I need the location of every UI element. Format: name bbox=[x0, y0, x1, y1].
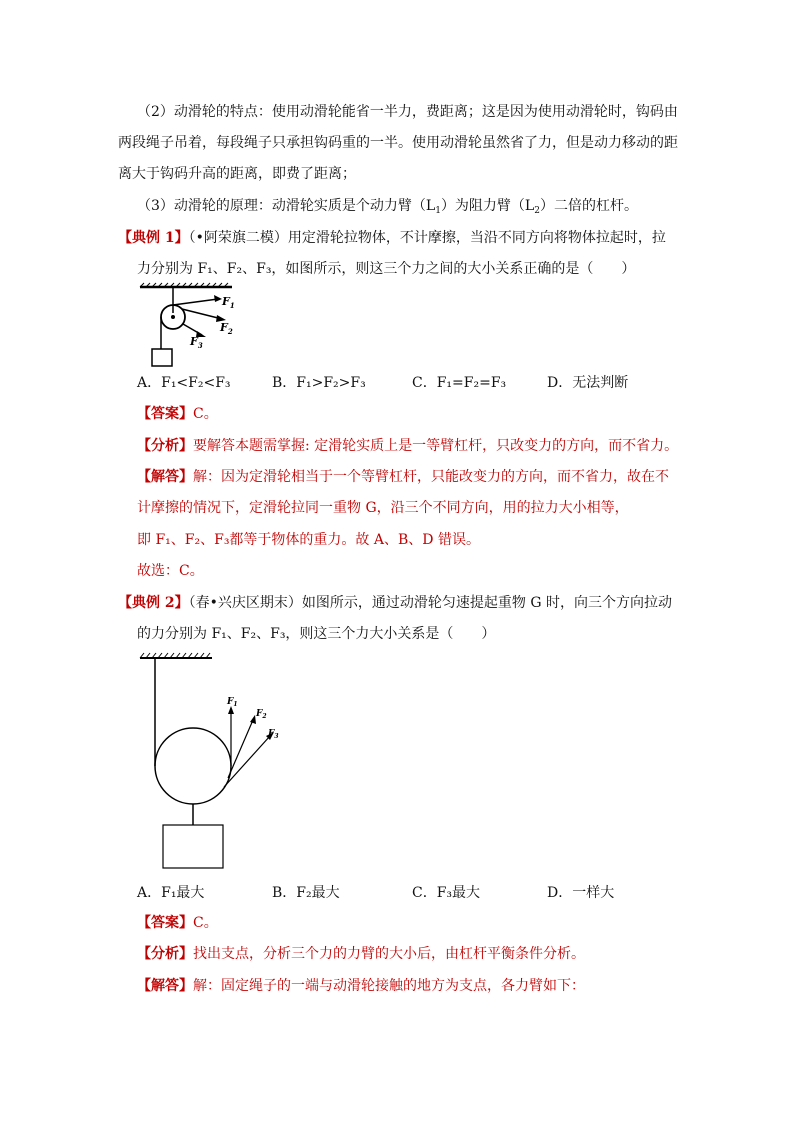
para3-sub2: 2 bbox=[534, 206, 540, 216]
ex2-answer-tag: 【答案】 bbox=[137, 915, 193, 931]
ex2-solution-line1 bbox=[137, 976, 585, 996]
ex2-line1: （春•兴庆区期末）如图所示，通过动滑轮匀速提起重物 G 时，向三个方向拉动 bbox=[188, 595, 672, 611]
ex2-option-a: A．F₁最大 bbox=[137, 885, 205, 901]
ex1-answer bbox=[137, 404, 218, 424]
ex1-tag: 【典例 1】 bbox=[118, 230, 189, 246]
ex2-option-c: C．F₃最大 bbox=[412, 885, 481, 901]
ex2-tag: 【典例 2】 bbox=[118, 595, 189, 611]
ex2-answer bbox=[137, 913, 218, 933]
ex2-option-b: B．F₂最大 bbox=[272, 885, 340, 901]
para2-line3: 离大于钩码升高的距离，即费了距离； bbox=[118, 166, 356, 182]
para3-line bbox=[137, 196, 638, 216]
para3-mid: ）为阻力臂（L bbox=[440, 198, 535, 214]
ex1-option-c: C．F₁=F₂=F₃ bbox=[412, 375, 507, 391]
ex1-answer-tag: 【答案】 bbox=[137, 406, 193, 422]
movable-pulley-figure bbox=[140, 650, 290, 870]
ex1-solution-line2: 计摩擦的情况下，定滑轮拉同一重物 G，沿三个不同方向，用的拉力大小相等， bbox=[137, 500, 629, 516]
ex1-solution-tag: 【解答】 bbox=[137, 469, 193, 485]
ex1-question-line1 bbox=[118, 228, 666, 248]
para3-post: ）二倍的杠杆。 bbox=[539, 198, 638, 214]
ex2-line2: 的力分别为 F₁、F₂、F₃，则这三个力大小关系是（ ） bbox=[137, 626, 496, 642]
ex2-answer-value: C。 bbox=[193, 915, 218, 931]
ex1-option-b: B．F₁>F₂>F₃ bbox=[272, 375, 366, 391]
fig1-label-f1: $F_1$ bbox=[222, 295, 235, 310]
ex2-option-d: D．一样大 bbox=[547, 885, 615, 901]
para2-line1: （2）动滑轮的特点：使用动滑轮能省一半力，费距离；这是因为使用动滑轮时，钩码由 bbox=[137, 104, 678, 120]
para2-line2: 两段绳子吊着，每段绳子只承担钩码重的一半。使用动滑轮虽然省了力，但是动力移动的距 bbox=[118, 135, 678, 151]
ex2-analysis-text: 找出支点，分析三个力的力臂的大小后，由杠杆平衡条件分析。 bbox=[193, 946, 585, 962]
fig1-label-f3: $F_3$ bbox=[190, 335, 203, 350]
ex2-analysis-tag: 【分析】 bbox=[137, 946, 193, 962]
ex1-line2: 力分别为 F₁、F₂、F₃，如图所示，则这三个力之间的大小关系正确的是（ ） bbox=[137, 261, 636, 277]
para3-sub1: 1 bbox=[435, 206, 441, 216]
para3-pre: （3）动滑轮的原理：动滑轮实质是个动力臂（L bbox=[137, 198, 436, 214]
ex1-conclusion: 故选：C。 bbox=[137, 563, 204, 579]
ex1-option-d: D．无法判断 bbox=[547, 375, 629, 391]
fig1-label-f2: $F_2$ bbox=[220, 321, 233, 336]
fig2-label-f3: $F_3$ bbox=[268, 729, 279, 740]
ex1-analysis-tag: 【分析】 bbox=[137, 438, 193, 454]
ex1-line1: （•阿荣旗二模）用定滑轮拉物体，不计摩擦，当沿不同方向将物体拉起时，拉 bbox=[188, 230, 666, 246]
ex2-solution-text1: 解：固定绳子的一端与动滑轮接触的地方为支点，各力臂如下： bbox=[193, 978, 585, 994]
ex2-question-line1 bbox=[118, 593, 672, 613]
ex1-solution-line3: 即 F₁、F₂、F₃都等于物体的重力。故 A、B、D 错误。 bbox=[137, 532, 480, 548]
ex1-option-a: A．F₁<F₂<F₃ bbox=[137, 375, 231, 391]
fig2-label-f1: $F_1$ bbox=[227, 697, 238, 708]
ex2-solution-tag: 【解答】 bbox=[137, 978, 193, 994]
ex2-analysis bbox=[137, 944, 585, 964]
ex1-answer-value: C。 bbox=[193, 406, 218, 422]
ex1-solution-line1 bbox=[137, 467, 669, 487]
fixed-pulley-figure bbox=[140, 283, 250, 373]
ex1-analysis-text: 要解答本题需掌握: 定滑轮实质上是一等臂杠杆，只改变力的方向，而不省力。 bbox=[193, 438, 679, 454]
ex1-analysis bbox=[137, 436, 678, 456]
fig2-label-f2: $F_2$ bbox=[256, 709, 267, 720]
ex1-solution-text1: 解：因为定滑轮相当于一个等臂杠杆，只能改变力的方向，而不省力，故在不 bbox=[193, 469, 669, 485]
